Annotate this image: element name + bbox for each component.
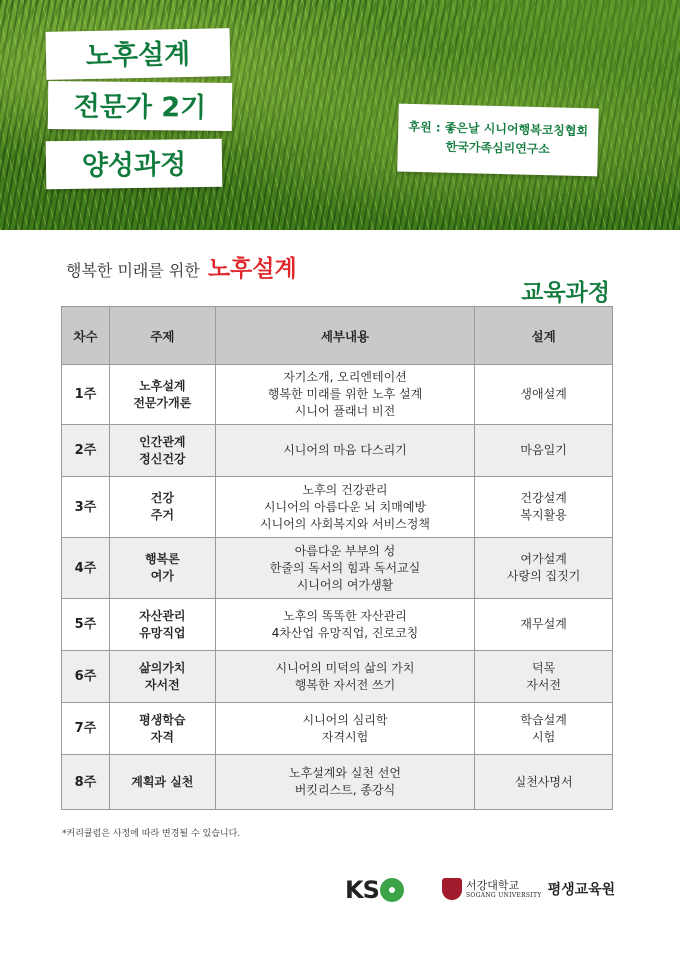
cell-plan-line: 재무설계 [520,617,567,631]
cell-plan-line: 여가설계 [520,552,567,566]
cell-details-line: 시니어의 아름다운 뇌 치매예방 [263,499,427,514]
header-topic: 주제 [109,307,215,365]
title-card-line1: 노후설계 [46,28,231,80]
cell-details-line: 4차산업 유망직업, 진로코칭 [271,625,419,640]
cell-topic-line: 전문가개론 [133,395,192,410]
cell-week: 1주 [62,365,110,425]
cell-details-line: 행복한 미래를 위한 노후 설계 [267,387,423,401]
cell-details [215,703,475,755]
cell-plan-line: 마음일기 [520,443,567,457]
cell-plan [475,599,613,651]
cell-topic [109,477,215,538]
cell-details-line: 노후의 건강관리 [302,482,388,497]
cell-topic [109,365,215,425]
table-row [62,477,613,538]
table-row [62,755,613,810]
cell-topic-line: 자격 [150,729,174,744]
cell-topic-line: 건강 [150,491,174,505]
cell-topic [109,425,215,477]
cell-topic-line: 행복론 [144,552,180,566]
cell-plan-line: 건강설계 [520,491,567,505]
sogang-lifelong-education: 평생교육원 [547,882,616,898]
cell-week: 7주 [62,703,110,755]
cell-plan [475,477,613,538]
cell-plan [475,755,613,810]
subtitle-accent: 노후설계 [207,256,297,282]
cell-details-line: 행복한 자서전 쓰기 [294,677,396,692]
hero-banner [0,0,680,230]
curriculum-table-wrap [61,306,613,810]
cell-details [215,425,475,477]
sponsor-card [397,104,599,177]
cell-details-line: 한줄의 독서의 힘과 독서교실 [269,560,421,575]
sogang-seal-icon [442,878,462,900]
table-row [62,599,613,651]
table-row [62,538,613,599]
table-header-row [62,307,613,365]
header-details: 세부내용 [215,307,475,365]
cell-details [215,599,475,651]
cell-topic-line: 자산관리 [139,608,186,623]
sogang-name-ko: 서강대학교 [466,878,520,892]
cell-plan-line: 자서전 [526,677,561,692]
cell-plan [475,651,613,703]
cell-details-line: 자격시험 [321,729,369,744]
cell-plan-line: 복지활용 [520,508,567,522]
cell-plan [475,425,613,477]
cell-topic-line: 자서전 [144,677,180,692]
curriculum-table [61,306,613,810]
table-row [62,425,613,477]
cell-details-line: 노후의 똑똑한 자산관리 [283,608,407,623]
sogang-name-en: SOGANG UNIVERSITY [466,891,542,899]
table-row [62,703,613,755]
cell-plan-line: 학습설계 [520,712,567,727]
cell-details-line: 시니어의 사회복지와 서비스정책 [260,516,430,531]
cell-plan-line: 실천사명서 [514,774,573,789]
cell-plan [475,538,613,599]
cell-week: 3주 [62,477,110,538]
cell-topic-line: 유망직업 [139,625,186,640]
cell-topic [109,651,215,703]
sponsor-line2: 한국가족심리연구소 [445,139,551,157]
ksg-logo-letters: KS [345,876,379,904]
cell-week: 8주 [62,755,110,810]
cell-details [215,755,475,810]
subtitle [66,250,297,283]
table-body [62,365,613,810]
cell-topic [109,755,215,810]
title-card-line3: 양성과정 [46,139,223,189]
cell-details-line: 시니어의 미덕의 삶의 가치 [275,660,415,675]
cell-topic [109,599,215,651]
cell-topic-line: 노후설계 [139,378,186,393]
cell-topic [109,703,215,755]
cell-details-line: 자기소개, 오리엔테이션 [283,370,407,384]
cell-topic-line: 정신건강 [139,451,186,466]
cell-week: 6주 [62,651,110,703]
ksg-logo-circle-icon [380,878,404,902]
cell-topic-line: 평생학습 [139,712,186,727]
cell-details-line: 시니어 플래너 비전 [294,404,396,418]
cell-details-line: 노후설계와 실천 선언 [289,766,401,780]
cell-details [215,365,475,425]
title-card-line2: 전문가 2기 [48,81,232,131]
cell-plan-line: 덕목 [532,660,556,675]
cell-week: 2주 [62,425,110,477]
cell-details-line: 시니어의 여가생활 [296,577,394,592]
cell-details-line: 시니어의 마음 다스리기 [283,443,407,457]
cell-topic-line: 인간관계 [139,434,186,449]
ksg-logo [345,876,404,904]
subtitle-prefix: 행복한 미래를 위한 [66,261,200,280]
cell-details [215,477,475,538]
curriculum-label: 교육과정 [521,280,610,306]
header-plan: 설계 [475,307,613,365]
cell-details [215,538,475,599]
cell-topic-line: 삶의가치 [139,660,186,675]
footnote: *커리큘럼은 사정에 따라 변경될 수 있습니다. [62,829,241,839]
sogang-logo [442,878,615,900]
cell-week: 4주 [62,538,110,599]
cell-plan-line: 사랑의 집짓기 [506,569,581,583]
sogang-university-name [466,880,542,899]
cell-details [215,651,475,703]
cell-details-line: 아름다운 부부의 성 [294,543,396,558]
cell-week: 5주 [62,599,110,651]
cell-plan-line: 생애설계 [520,387,567,401]
table-row [62,651,613,703]
cell-plan [475,703,613,755]
sponsor-line1: 후원 : 좋은날 시니어행복코칭협회 [408,119,589,139]
cell-details-line: 시니어의 심리학 [302,712,388,727]
header-week: 차수 [62,307,110,365]
cell-plan [475,365,613,425]
table-row [62,365,613,425]
cell-topic [109,538,215,599]
cell-details-line: 버킷리스트, 종강식 [294,783,396,797]
cell-topic-line: 계획과 실천 [131,774,194,789]
cell-topic-line: 주거 [150,508,174,522]
cell-topic-line: 여가 [150,569,174,583]
cell-plan-line: 시험 [532,729,556,744]
